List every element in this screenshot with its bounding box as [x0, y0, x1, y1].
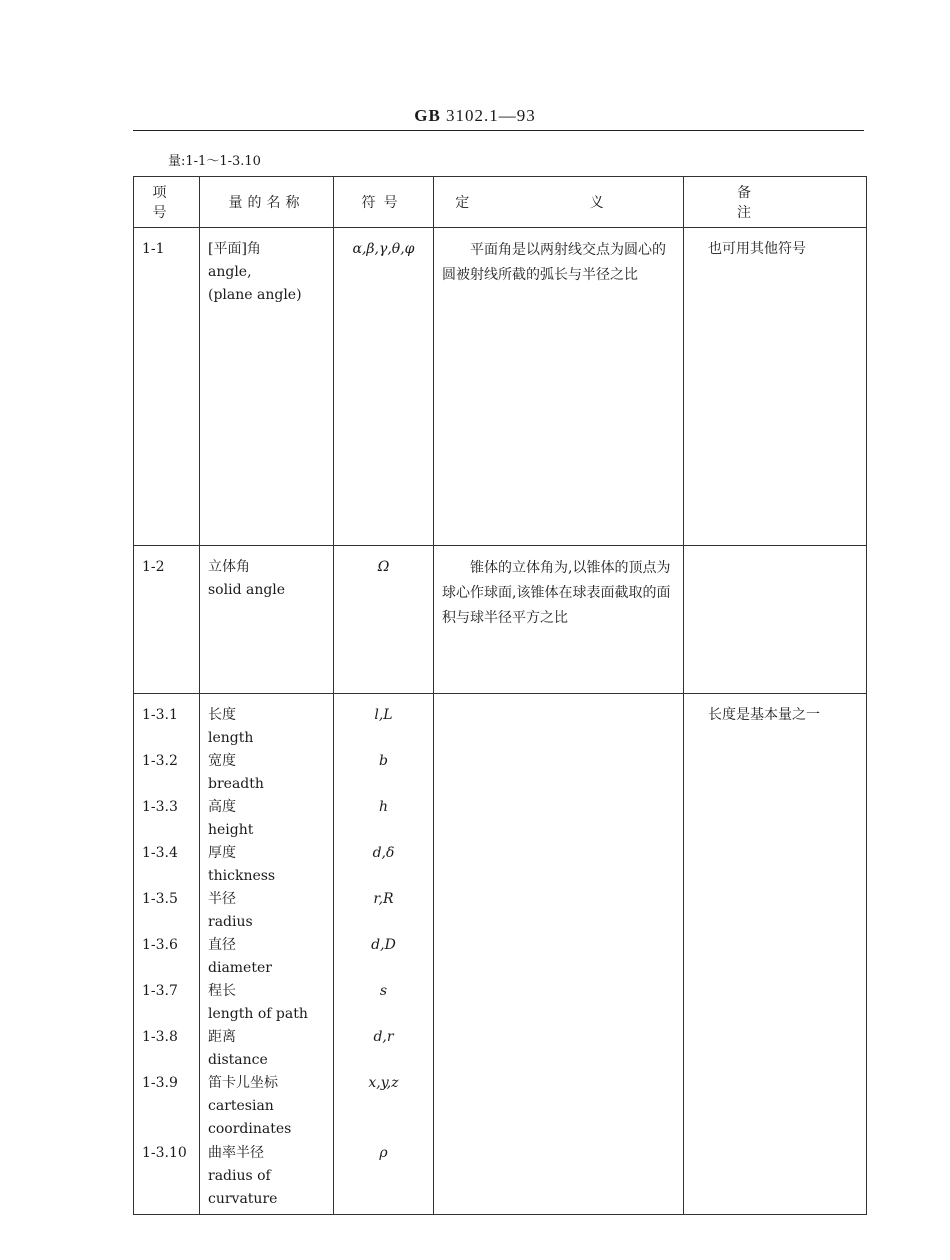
- col-header-symbol: 符号: [334, 177, 434, 228]
- quantity-symbol: r,R: [373, 891, 394, 907]
- col-header-remarks: 备 注: [684, 177, 867, 228]
- quantity-name: 立体角 solid angle: [208, 559, 286, 598]
- quantity-definition: [434, 694, 683, 704]
- quantity-name: [208, 934, 325, 980]
- item-no: 1-3.4: [142, 845, 178, 861]
- item-no: 1-1: [142, 241, 165, 257]
- quantity-name: [平面]角 angle, (plane angle): [208, 241, 302, 303]
- quantity-symbol-list: [334, 694, 433, 1202]
- quantity-name: [208, 796, 325, 842]
- quantity-symbol: h: [378, 799, 389, 815]
- quantity-name-en: radius: [208, 914, 253, 930]
- quantity-name-en: radius of curvature: [208, 1168, 278, 1207]
- quantity-symbol: d,δ: [372, 845, 395, 861]
- standard-number: 3102.1—93: [446, 106, 536, 125]
- quantity-name: [208, 980, 325, 1026]
- quantity-name: [208, 842, 325, 888]
- header-rule: [133, 130, 864, 131]
- item-no: 1-3.8: [142, 1029, 178, 1045]
- quantity-name: [208, 750, 325, 796]
- item-no: 1-3.10: [142, 1145, 187, 1161]
- item-no: 1-3.9: [142, 1075, 178, 1091]
- page-header: [0, 106, 950, 126]
- quantity-name-zh: 笛卡儿坐标: [208, 1075, 278, 1091]
- quantity-name: [208, 1142, 325, 1207]
- quantity-remarks: [684, 546, 866, 556]
- table-header-row: [134, 177, 867, 228]
- item-no: 1-2: [142, 559, 165, 575]
- quantity-symbol: d,r: [373, 1029, 394, 1045]
- quantity-name: [208, 888, 325, 934]
- quantity-symbol: ρ: [379, 1145, 388, 1161]
- quantity-name-zh: 高度: [208, 799, 236, 815]
- quantity-symbol: l,L: [374, 707, 393, 723]
- quantity-name-zh: 宽度: [208, 753, 236, 769]
- item-no: 1-3.3: [142, 799, 178, 815]
- quantity-name-en: distance: [208, 1052, 268, 1068]
- quantity-name-en: length: [208, 730, 254, 746]
- table-caption: 量:1-1～1-3.10: [168, 154, 261, 169]
- col-header-name: 量的名称: [200, 177, 334, 228]
- quantity-symbol: d,D: [371, 937, 396, 953]
- quantity-symbol: Ω: [377, 559, 390, 575]
- quantity-definition: 锥体的立体角为,以锥体的顶点为球心作球面,该锥体在球表面截取的面积与球半径平方之比: [442, 560, 671, 626]
- quantity-name-zh: 长度: [208, 707, 236, 723]
- item-no-list: [134, 694, 199, 1202]
- quantity-name-en: length of path: [208, 1006, 308, 1022]
- table-row-1-1: [134, 228, 867, 546]
- item-no: 1-3.7: [142, 983, 178, 999]
- col-header-no: 项 号: [134, 177, 200, 228]
- quantity-name: [208, 1072, 325, 1142]
- quantity-name-en: thickness: [208, 868, 276, 884]
- item-no: 1-3.6: [142, 937, 178, 953]
- quantity-name-zh: 程长: [208, 983, 236, 999]
- quantity-symbol: b: [379, 753, 388, 769]
- quantity-name-list: [200, 694, 333, 1207]
- quantity-remarks: 也可用其他符号: [708, 241, 806, 257]
- item-no: 1-3.2: [142, 753, 178, 769]
- quantity-name-zh: 半径: [208, 891, 236, 907]
- item-no: 1-3.1: [142, 707, 178, 723]
- quantity-name-zh: 直径: [208, 937, 236, 953]
- quantity-symbol: x,y,z: [368, 1075, 399, 1091]
- table-row-1-2: [134, 546, 867, 694]
- quantity-name-en: cartesian coordinates: [208, 1098, 292, 1137]
- col-header-definition: 定 义: [434, 177, 684, 228]
- quantity-symbol: s: [379, 983, 388, 999]
- quantity-name-zh: 厚度: [208, 845, 236, 861]
- quantity-name-en: breadth: [208, 776, 264, 792]
- quantity-name-en: height: [208, 822, 254, 838]
- quantities-table: [133, 176, 867, 1215]
- quantity-name-zh: 曲率半径: [208, 1145, 264, 1161]
- quantity-definition: 平面角是以两射线交点为圆心的圆被射线所截的弧长与半径之比: [442, 242, 666, 283]
- table-row-1-3-group: [134, 694, 867, 1215]
- quantity-symbol: α,β,γ,θ,φ: [352, 241, 415, 257]
- quantity-name-en: diameter: [208, 960, 272, 976]
- quantity-name: [208, 1026, 325, 1072]
- group-remarks: 长度是基本量之一: [708, 707, 820, 723]
- quantity-name-zh: 距离: [208, 1029, 236, 1045]
- standard-prefix: GB: [414, 106, 441, 125]
- quantity-name: [208, 704, 325, 750]
- item-no: 1-3.5: [142, 891, 178, 907]
